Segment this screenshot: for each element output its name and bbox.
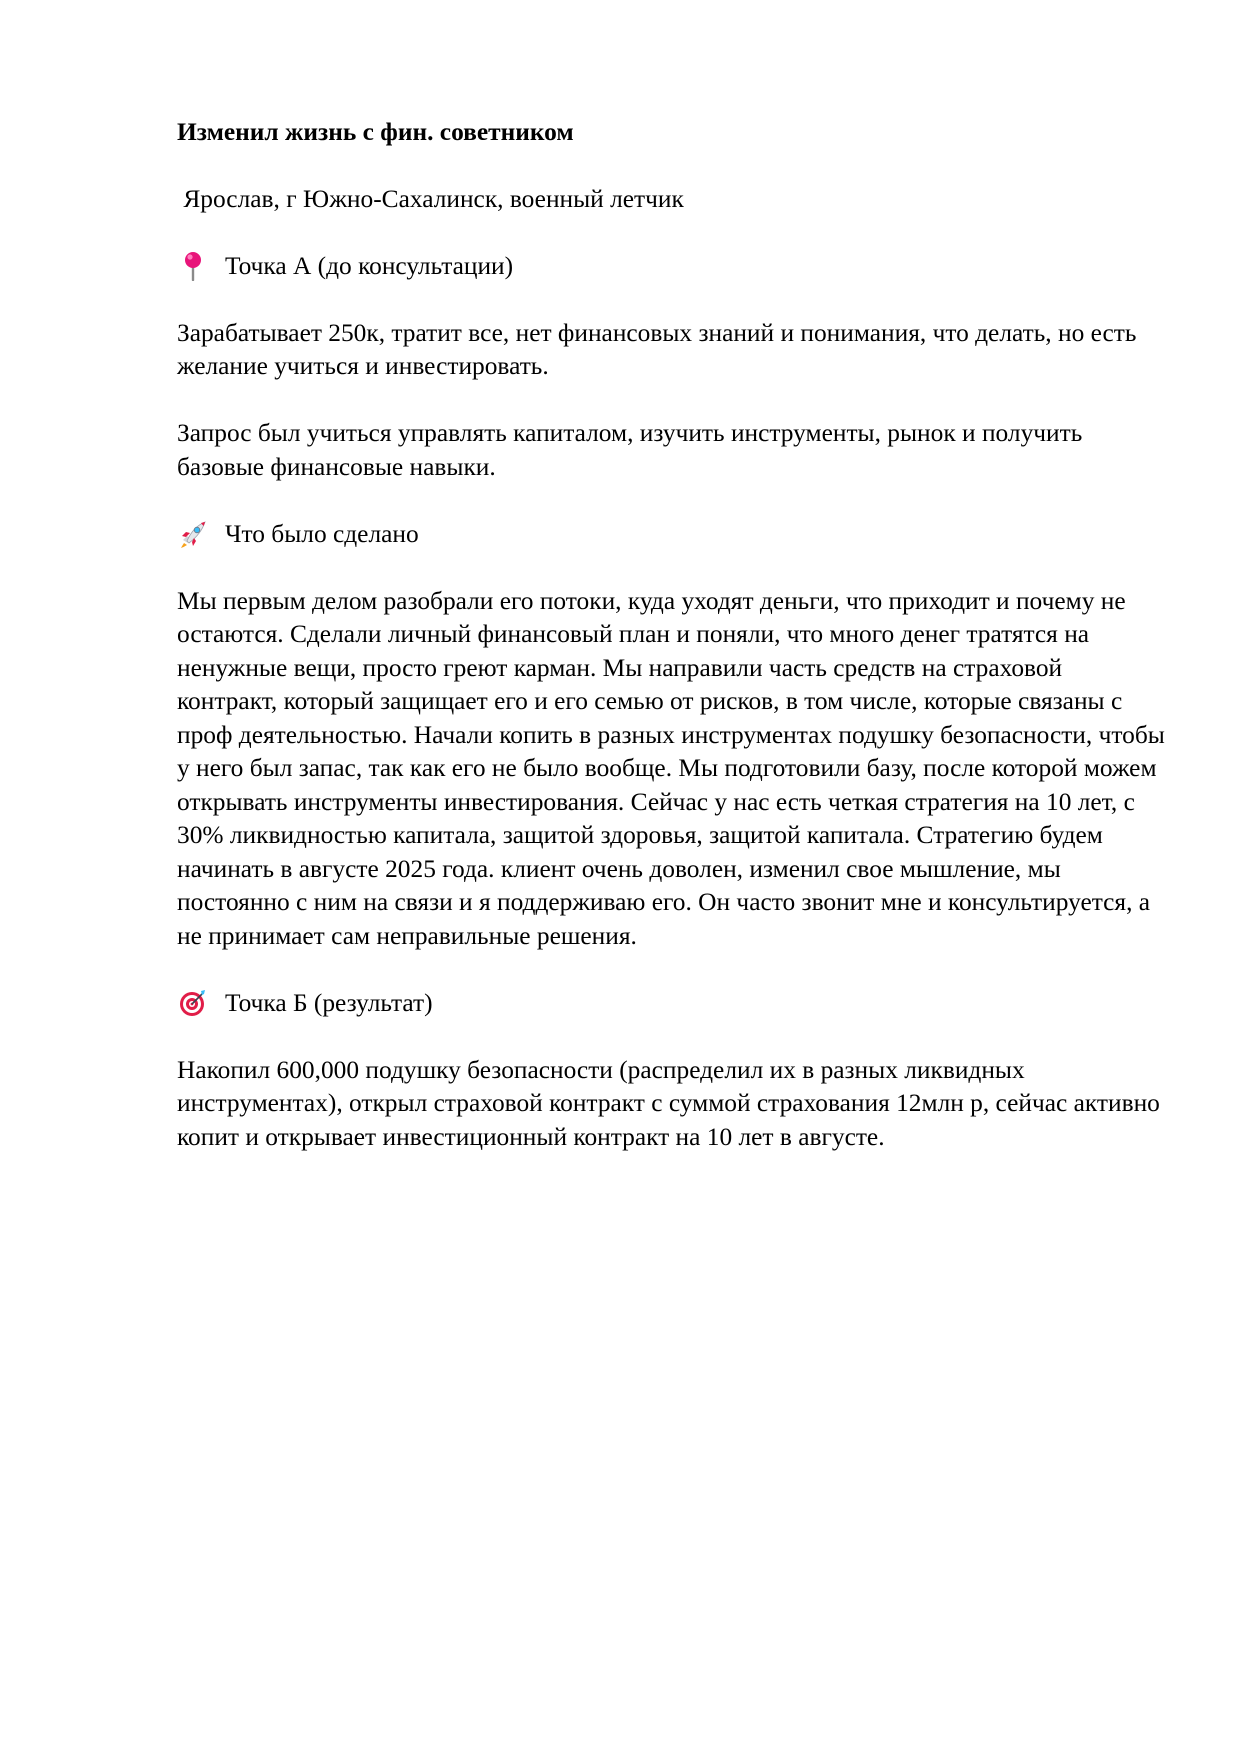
paragraph: Мы первым делом разобрали его потоки, куда уходят деньги, что приходит и почему не остаются. Сделали личный финансовый план и поняли, что много денег тратятся на ненужные вещи, просто греют карман. Мы направили часть средств на страховой контракт, который защищает его и его семью от рисков, в том числе, которые связаны с проф деятельностью. Начали копить в разных инструментах подушку безопасности, чтобы у него был запас, так как его не было вообще. Мы подготовили базу, после которой можем открывать инструменты инвестирования. Сейчас у нас есть четкая стратегия на 10 лет, с 30% ликвидностью капитала, защитой здоровья, защитой капитала. Стратегию будем начинать в августе 2025 года. клиент очень доволен, изменил свое мышление, мы постоянно с ним на связи и я поддерживаю его. Он часто звонит мне и консультируется, а не принимает сам неправильные решения. <box>177 586 1165 950</box>
section-heading-what-was-done <box>177 518 1167 552</box>
paragraph: Накопил 600,000 подушку безопасности (распределил их в разных ликвидных инструментах), открыл страховой контракт с суммой страхования 12млн р, сейчас активно копит и открывает инвестиционный контракт на 10 лет в августе. <box>177 1055 1160 1151</box>
section-heading-text: Что было сделано <box>225 519 419 548</box>
rocket-icon <box>179 519 207 549</box>
target-icon <box>179 988 207 1018</box>
paragraph: Зарабатывает 250к, тратит все, нет финансовых знаний и понимания, что делать, но есть желание учиться и инвестировать. <box>177 318 1137 380</box>
pushpin-icon <box>179 251 207 281</box>
section-heading-text: Точка Б (результат) <box>225 988 433 1017</box>
author-line: Ярослав, г Южно-Сахалинск, военный летчик <box>177 184 684 213</box>
paragraph: Запрос был учиться управлять капиталом, изучить инструменты, рынок и получить базовые финансовые навыки. <box>177 419 1083 481</box>
document-body <box>177 116 1167 1154</box>
document-title: Изменил жизнь с фин. советником <box>177 118 574 146</box>
section-heading-text: Точка А (до консультации) <box>225 251 514 280</box>
section-heading-point-a <box>177 250 1167 284</box>
section-heading-point-b <box>177 987 1167 1021</box>
